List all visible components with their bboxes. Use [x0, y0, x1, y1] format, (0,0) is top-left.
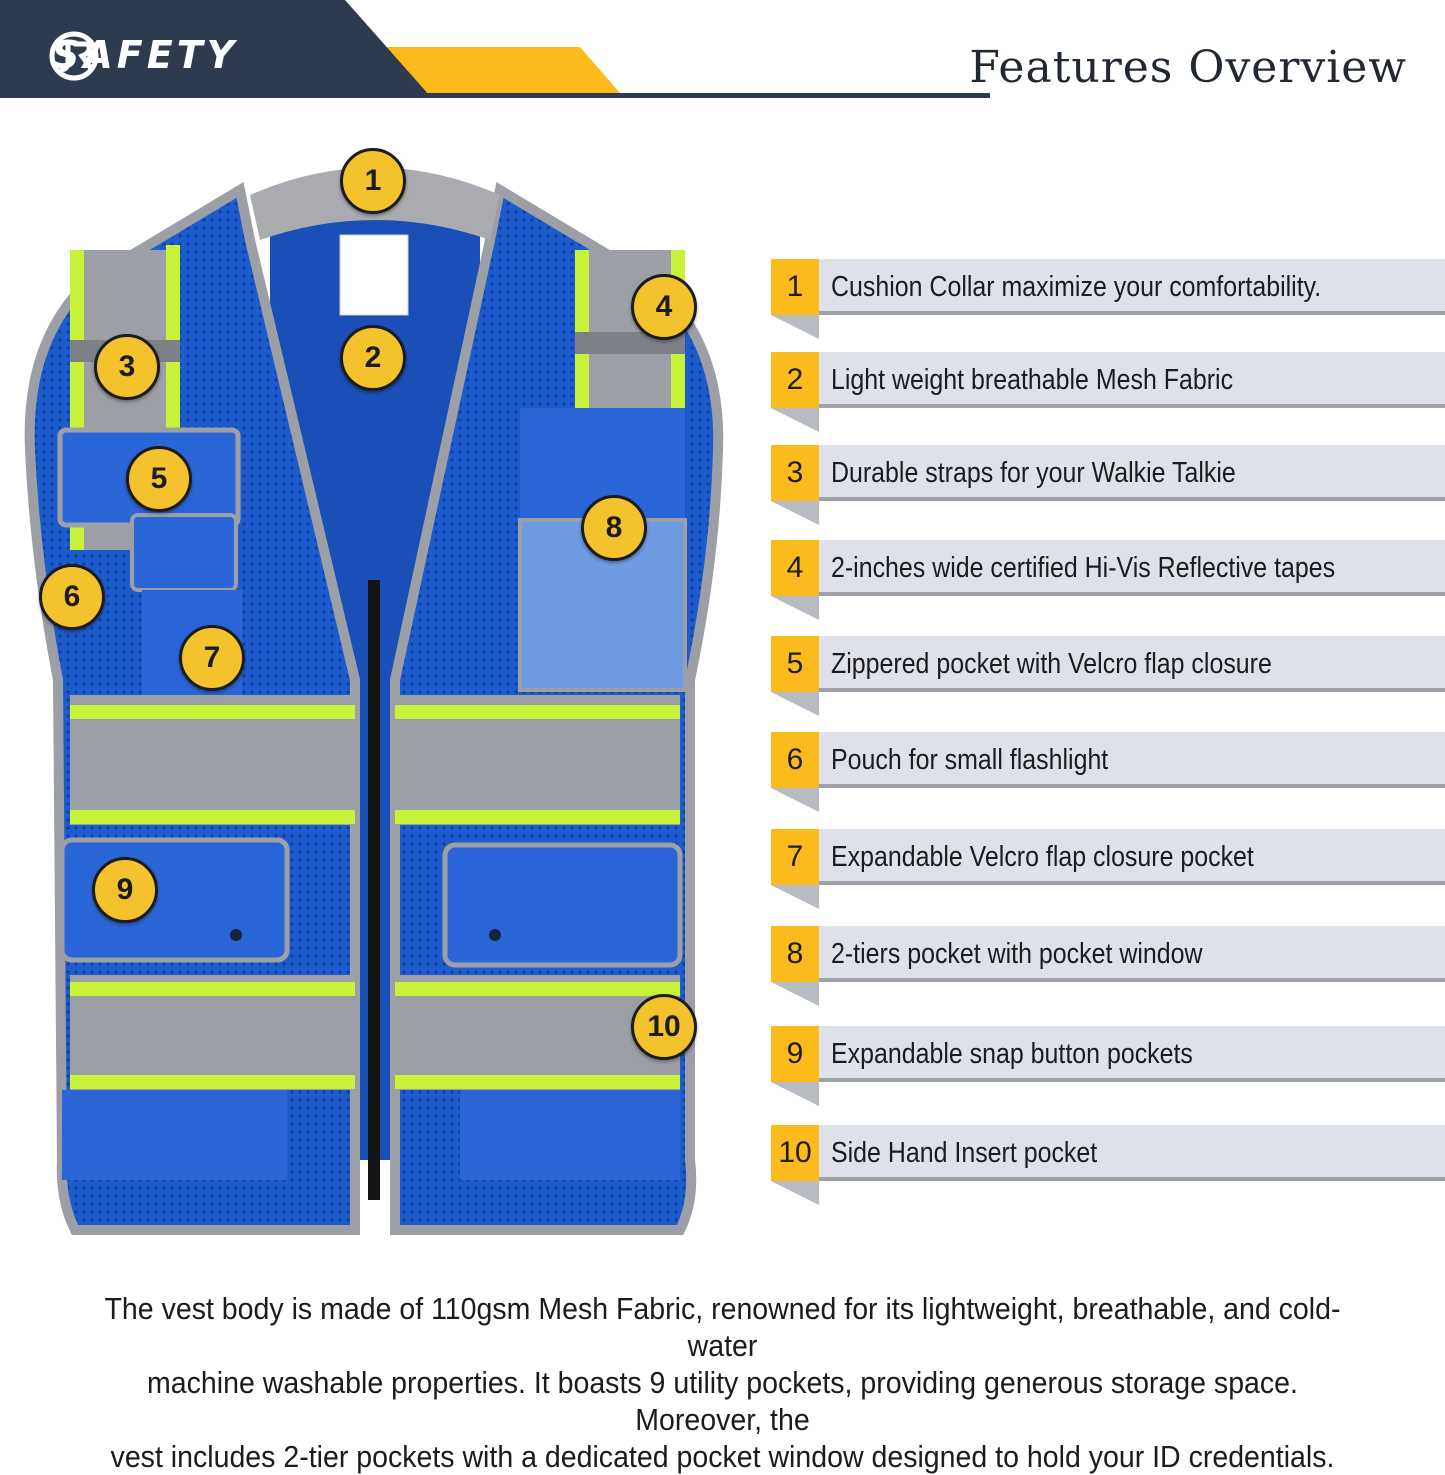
feature-marker-10: 10	[631, 994, 697, 1060]
feature-number: 8	[771, 926, 819, 982]
feature-marker-8: 8	[581, 495, 647, 561]
feature-label: Expandable snap button pockets	[831, 1038, 1193, 1070]
feature-label: Cushion Collar maximize your comfortability.	[831, 271, 1322, 303]
feature-item	[771, 540, 1445, 620]
feature-marker-2: 2	[340, 325, 406, 391]
feature-marker-1: 1	[340, 148, 406, 214]
header-banner	[0, 0, 1445, 100]
feature-item	[771, 926, 1445, 1006]
feature-number: 9	[771, 1026, 819, 1082]
feature-label: Durable straps for your Walkie Talkie	[831, 457, 1236, 489]
feature-number: 2	[771, 352, 819, 408]
feature-item	[771, 1026, 1445, 1106]
feature-number: 7	[771, 829, 819, 885]
feature-label: Side Hand Insert pocket	[831, 1137, 1098, 1169]
description-line: The vest body is made of 110gsm Mesh Fabric, renowned for its lightweight, breathable, and cold-water	[104, 1291, 1341, 1363]
feature-number: 4	[771, 540, 819, 596]
feature-number: 10	[771, 1125, 819, 1181]
brand-name: SAFETY	[52, 33, 239, 77]
feature-marker-3: 3	[94, 334, 160, 400]
feature-number: 5	[771, 636, 819, 692]
feature-label: 2-inches wide certified Hi-Vis Reflective tapes	[831, 552, 1336, 584]
page-title: Features Overview	[969, 42, 1407, 93]
feature-marker-7: 7	[179, 625, 245, 691]
feature-item	[771, 636, 1445, 716]
feature-item	[771, 829, 1445, 909]
feature-marker-6: 6	[39, 564, 105, 630]
feature-label: Expandable Velcro flap closure pocket	[831, 841, 1254, 873]
feature-marker-5: 5	[126, 446, 192, 512]
feature-marker-9: 9	[92, 857, 158, 923]
product-description	[85, 1290, 1359, 1475]
feature-item	[771, 352, 1445, 432]
feature-label: Light weight breathable Mesh Fabric	[831, 364, 1234, 396]
logo-mark-icon	[48, 30, 100, 82]
feature-number: 3	[771, 445, 819, 501]
feature-item	[771, 732, 1445, 812]
feature-label: 2-tiers pocket with pocket window	[831, 938, 1203, 970]
feature-item	[771, 1125, 1445, 1205]
description-line: vest includes 2-tier pockets with a dedicated pocket window designed to hold your ID credentials.	[110, 1439, 1335, 1474]
feature-marker-4: 4	[631, 274, 697, 340]
feature-number: 1	[771, 259, 819, 315]
brand-logo	[48, 30, 238, 80]
description-line: machine washable properties. It boasts 9 utility pockets, providing generous storage space. Moreover, the	[147, 1365, 1298, 1437]
feature-item	[771, 445, 1445, 525]
vest-illustration	[0, 120, 760, 1260]
feature-label: Pouch for small flashlight	[831, 744, 1109, 776]
feature-item	[771, 259, 1445, 339]
feature-label: Zippered pocket with Velcro flap closure	[831, 648, 1272, 680]
feature-number: 6	[771, 732, 819, 788]
